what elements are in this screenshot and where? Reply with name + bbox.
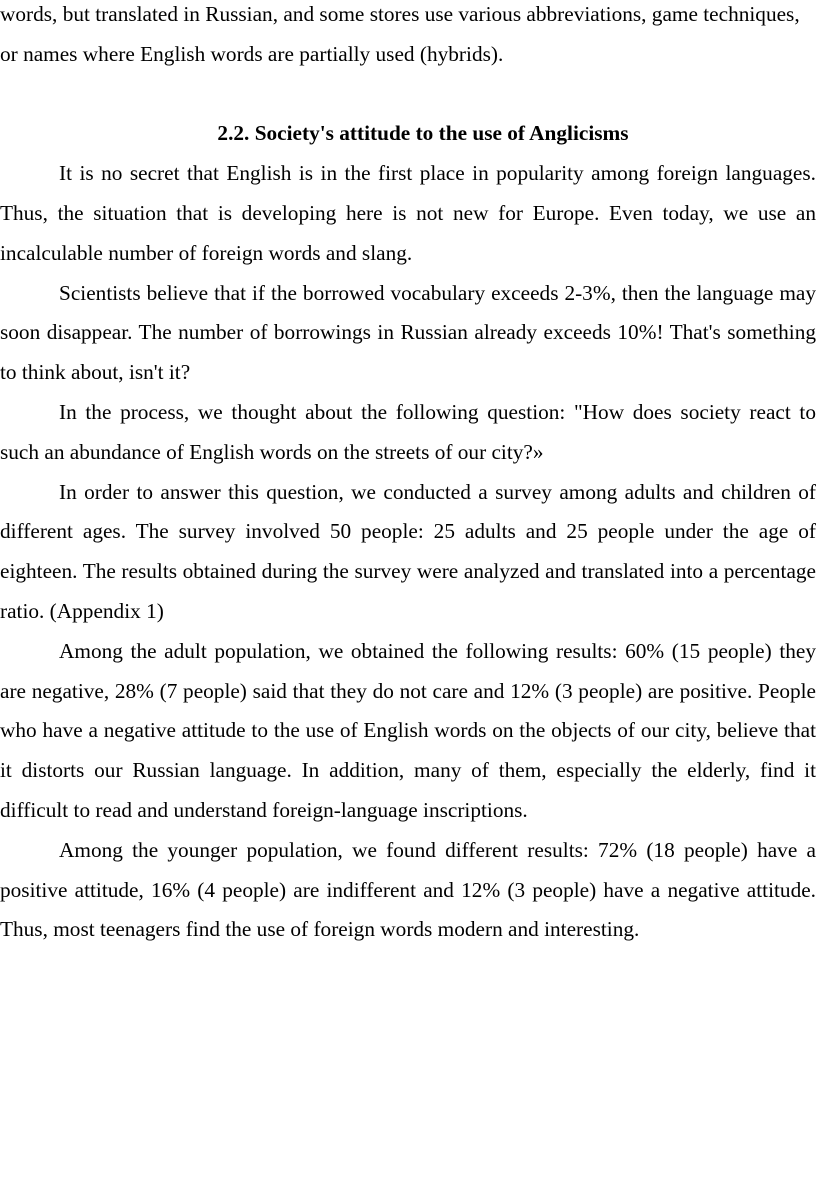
section-heading: 2.2. Society's attitude to the use of Anglicisms [217,121,629,146]
body-paragraph: In order to answer this question, we conducted a survey among adults and children of different ages. The survey involved 50 people: 25 adults and 25 people under the age of eighteen. The results obtained during the survey were analyzed and translated into a percentage ratio. (Appendix 1) [0,479,816,623]
body-paragraph: In the process, we thought about the following question: "How does society react to such an abundance of English words on the streets of our city?» [0,399,816,464]
lead-paragraph: words, but translated in Russian, and some stores use various abbreviations, game techniques, or names where English words are partially used (hybrids). [0,2,800,66]
body-paragraph: Among the younger population, we found different results: 72% (18 people) have a positive attitude, 16% (4 people) are indifferent and 12% (3 people) have a negative attitude. Thus, most teenagers find the use of foreign words modern and interesting. [0,837,816,942]
blank-line [0,75,816,115]
body-paragraph: It is no secret that English is in the first place in popularity among foreign languages. Thus, the situation that is developing here is not new for Europe. Even today, we use an incalculable number of foreign words and slang. [0,161,816,265]
body-paragraph: Among the adult population, we obtained the following results: 60% (15 people) they are negative, 28% (7 people) said that they do not care and 12% (3 people) are positive. People who have a negative attitude to the use of English words on the objects of our city, believe that it distorts our Russian language. In addition, many of them, especially the elderly, find it difficult to read and understand foreign-language inscriptions. [0,638,816,822]
body-paragraph: Scientists believe that if the borrowed vocabulary exceeds 2-3%, then the language may soon disappear. The number of borrowings in Russian already exceeds 10%! That's something to think about, isn't it? [0,280,816,385]
